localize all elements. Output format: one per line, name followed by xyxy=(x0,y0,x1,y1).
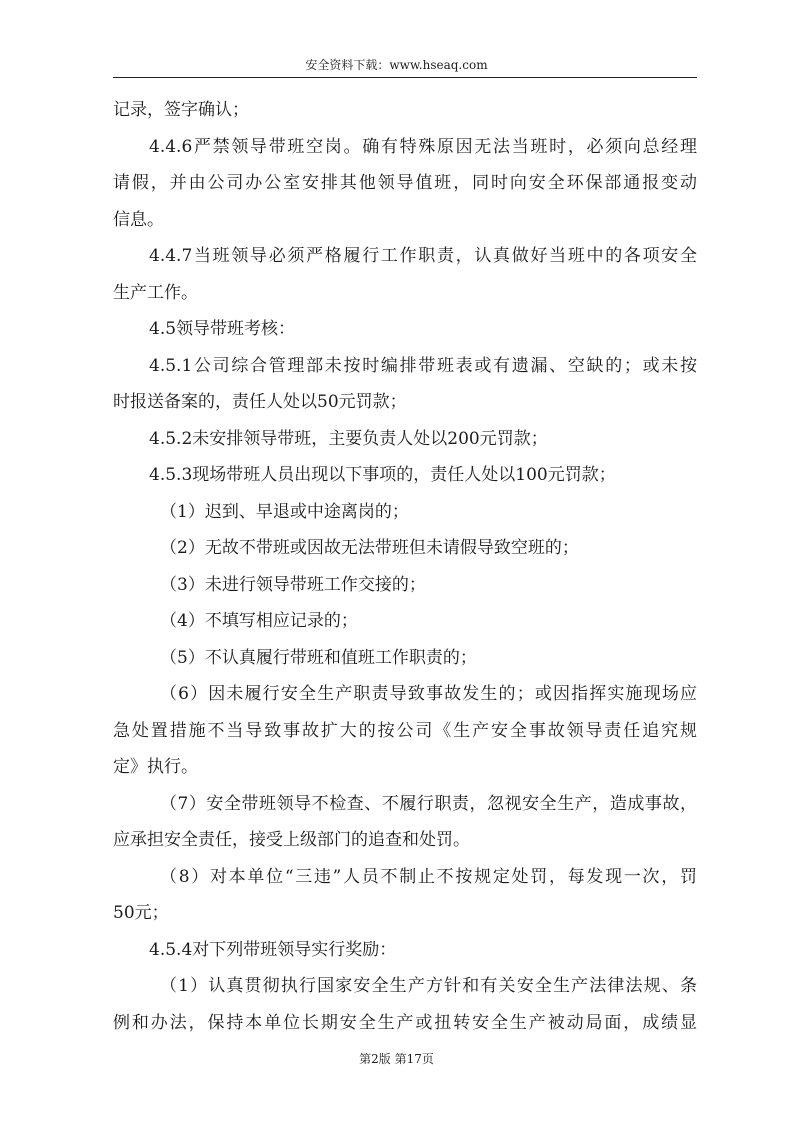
text-line: 应承担安全责任，接受上级部门的追查和处罚。 xyxy=(113,830,470,850)
text-line: 急处置措施不当导致事故扩大的按公司《生产安全事故领导责任追究规 xyxy=(113,720,697,741)
text-line: （2）无故不带班或因故无法带班但未请假导致空班的； xyxy=(160,538,579,558)
text-line: （5）不认真履行带班和值班工作职责的； xyxy=(160,647,477,668)
text-line: 例和办法，保持本单位长期安全生产或扭转安全生产被动局面，成绩显 xyxy=(113,1012,697,1033)
text-line: 信息。 xyxy=(113,209,164,230)
text-line: 生产工作。 xyxy=(113,282,198,303)
page-header: 安全资料下载：www.hseaq.com xyxy=(305,58,488,72)
header-rule xyxy=(113,77,697,78)
text-line: 定》执行。 xyxy=(113,757,198,777)
text-line: （4）不填写相应记录的； xyxy=(160,611,358,631)
text-line: 4.5.4对下列带班领导实行奖励： xyxy=(149,939,397,960)
page-footer: 第2版 第17页 xyxy=(359,1052,434,1066)
document-body xyxy=(113,92,697,1041)
text-line: 4.5.3现场带班人员出现以下事项的，责任人处以100元罚款； xyxy=(149,465,616,485)
text-line: （1）迟到、早退或中途离岗的； xyxy=(160,501,409,522)
text-line: 4.5领导带班考核： xyxy=(149,319,296,339)
text-line: （1）认真贯彻执行国家安全生产方针和有关安全生产法律法规、条 xyxy=(160,976,697,996)
text-line: 4.4.6严禁领导带班空岗。确有特殊原因无法当班时，必须向总经理 xyxy=(149,136,697,157)
text-line: 4.5.1公司综合管理部未按时编排带班表或有遗漏、空缺的；或未按 xyxy=(149,355,697,376)
text-line: （3）未进行领导带班工作交接的； xyxy=(160,574,426,595)
text-line: 4.4.7当班领导必须严格履行工作职责，认真做好当班中的各项安全 xyxy=(149,246,697,266)
text-line: 50元； xyxy=(113,903,169,923)
text-line: （6）因未履行安全生产职责导致事故发生的；或因指挥实施现场应 xyxy=(160,684,697,704)
text-line: （8）对本单位“三违”人员不制止不按规定处罚，每发现一次，罚 xyxy=(160,866,697,887)
text-line: 记录，签字确认； xyxy=(113,100,249,120)
text-line: （7）安全带班领导不检查、不履行职责，忽视安全生产，造成事故， xyxy=(160,793,697,814)
text-line: 4.5.2未安排领导带班，主要负责人处以200元罚款； xyxy=(149,428,548,449)
text-line: 请假，并由公司办公室安排其他领导值班，同时向安全环保部通报变动 xyxy=(113,173,697,193)
text-line: 时报送备案的，责任人处以50元罚款； xyxy=(113,392,407,412)
